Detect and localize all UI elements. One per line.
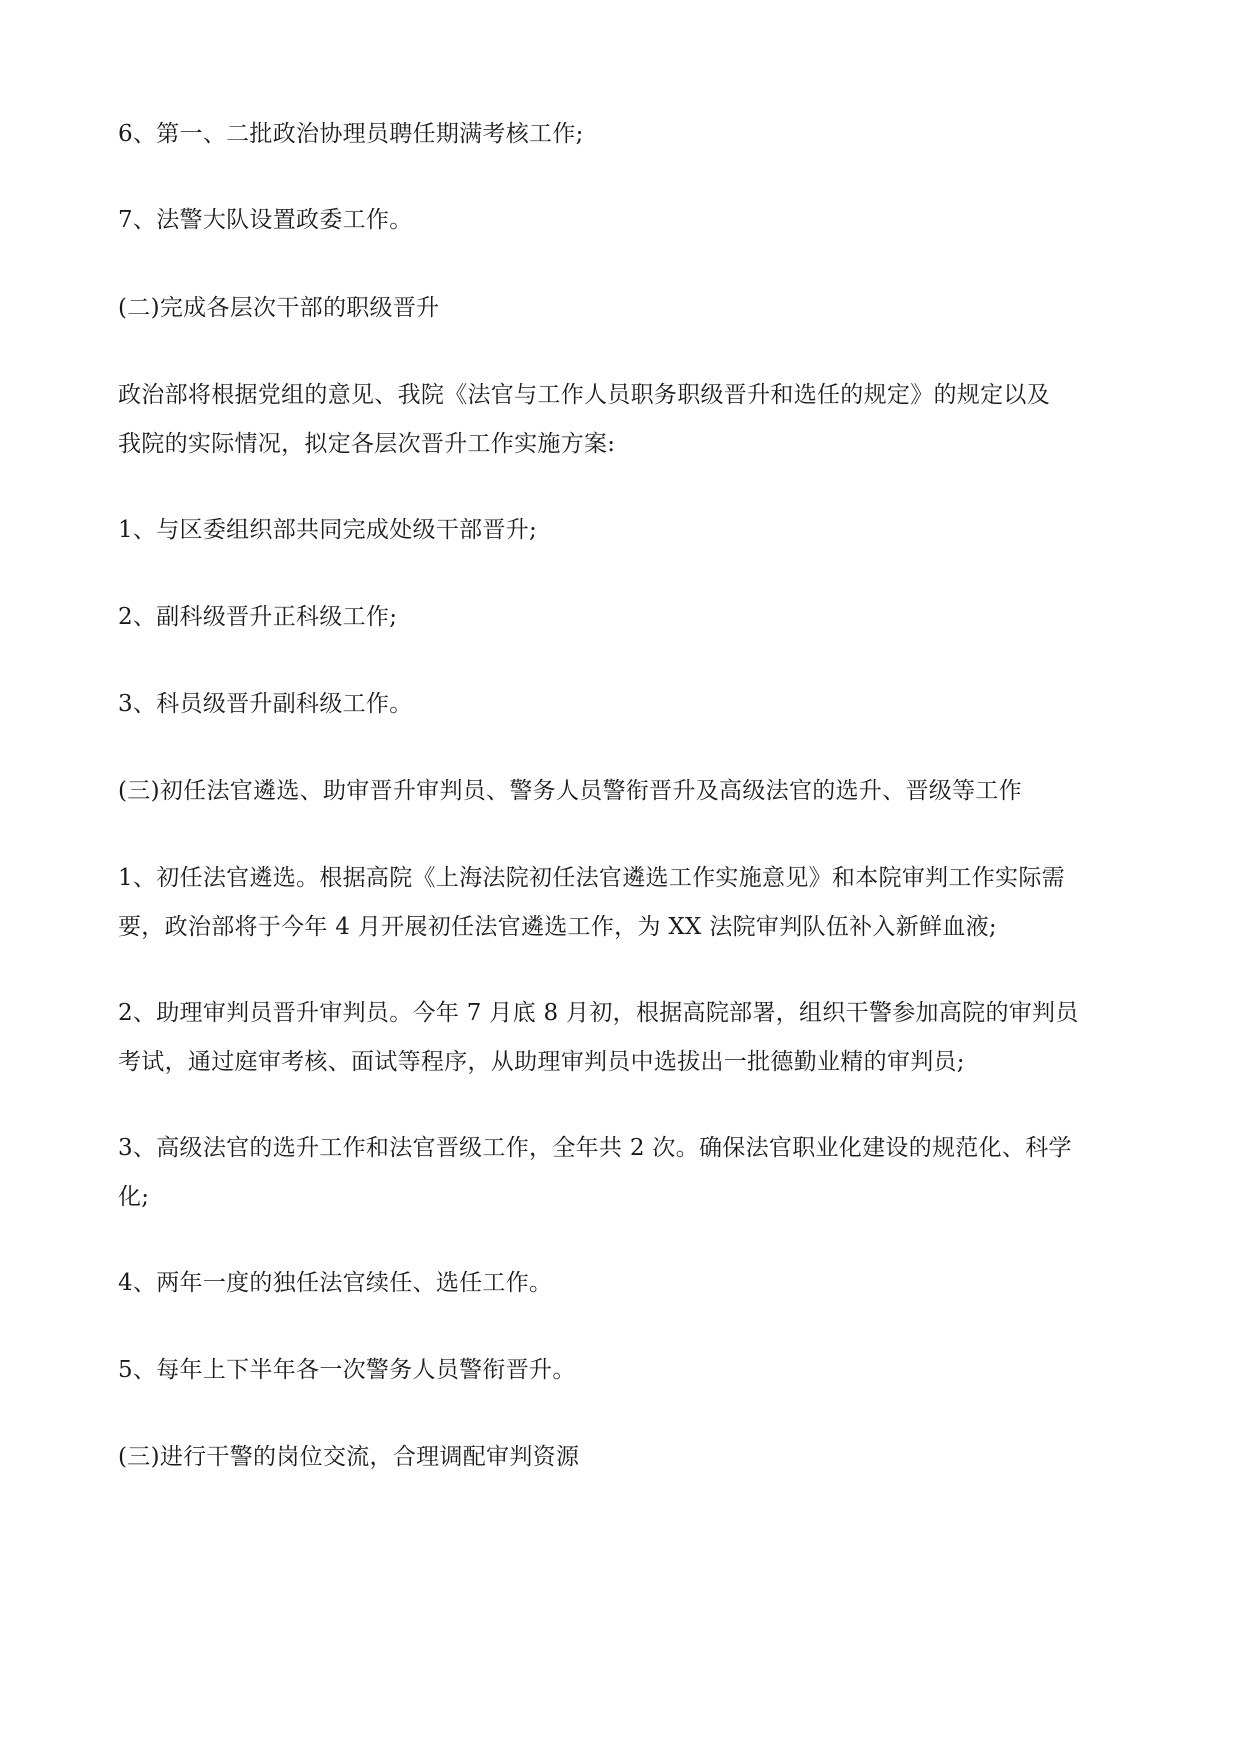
text-line: 4、两年一度的独任法官续任、选任工作。 (118, 1270, 553, 1296)
paragraph-item-1 (118, 506, 1128, 555)
text-line: 要，政治部将于今年 4 月开展初任法官遴选工作，为 XX 法院审判队伍补入新鲜血液; (118, 914, 997, 940)
section-heading-2 (118, 284, 1128, 333)
text-line: 3、科员级晋升副科级工作。 (118, 691, 413, 717)
text-line: 我院的实际情况，拟定各层次晋升工作实施方案: (118, 431, 616, 457)
paragraph-selection (118, 854, 1128, 952)
section-heading-3 (118, 767, 1128, 816)
text-line: 考试，通过庭审考核、面试等程序，从助理审判员中选拔出一批德勤业精的审判员; (118, 1049, 965, 1075)
text-line: 3、高级法官的选升工作和法官晋级工作，全年共 2 次。确保法官职业化建设的规范化、科学 (118, 1135, 1072, 1161)
text-line: 1、与区委组织部共同完成处级干部晋升; (118, 517, 538, 543)
text-line: (二)完成各层次干部的职级晋升 (118, 295, 440, 321)
text-line: (三)进行干警的岗位交流，合理调配审判资源 (118, 1444, 580, 1470)
text-line: 政治部将根据党组的意见、我院《法官与工作人员职务职级晋升和选任的规定》的规定以及 (118, 382, 1050, 408)
paragraph-item-7 (118, 196, 1128, 245)
text-line: 2、助理审判员晋升审判员。今年 7 月底 8 月初，根据高院部署，组织干警参加高院的审判员 (118, 1000, 1079, 1026)
paragraph-item-6 (118, 110, 1128, 159)
paragraph-item-5 (118, 1346, 1128, 1395)
text-line: 5、每年上下半年各一次警务人员警衔晋升。 (118, 1357, 576, 1383)
paragraph-promotion (118, 989, 1128, 1087)
paragraph-item-4 (118, 1259, 1128, 1308)
paragraph-intro (118, 371, 1128, 469)
text-line: (三)初任法官遴选、助审晋升审判员、警务人员警衔晋升及高级法官的选升、晋级等工作 (118, 778, 1022, 804)
paragraph-item-2 (118, 593, 1128, 642)
text-line: 6、第一、二批政治协理员聘任期满考核工作; (118, 121, 584, 147)
text-line: 2、副科级晋升正科级工作; (118, 604, 398, 630)
text-line: 化; (118, 1184, 150, 1210)
paragraph-item-3 (118, 680, 1128, 729)
paragraph-senior-judges (118, 1124, 1128, 1222)
section-heading-rotation (118, 1433, 1128, 1482)
text-line: 7、法警大队设置政委工作。 (118, 207, 413, 233)
text-line: 1、初任法官遴选。根据高院《上海法院初任法官遴选工作实施意见》和本院审判工作实际需 (118, 865, 1065, 891)
